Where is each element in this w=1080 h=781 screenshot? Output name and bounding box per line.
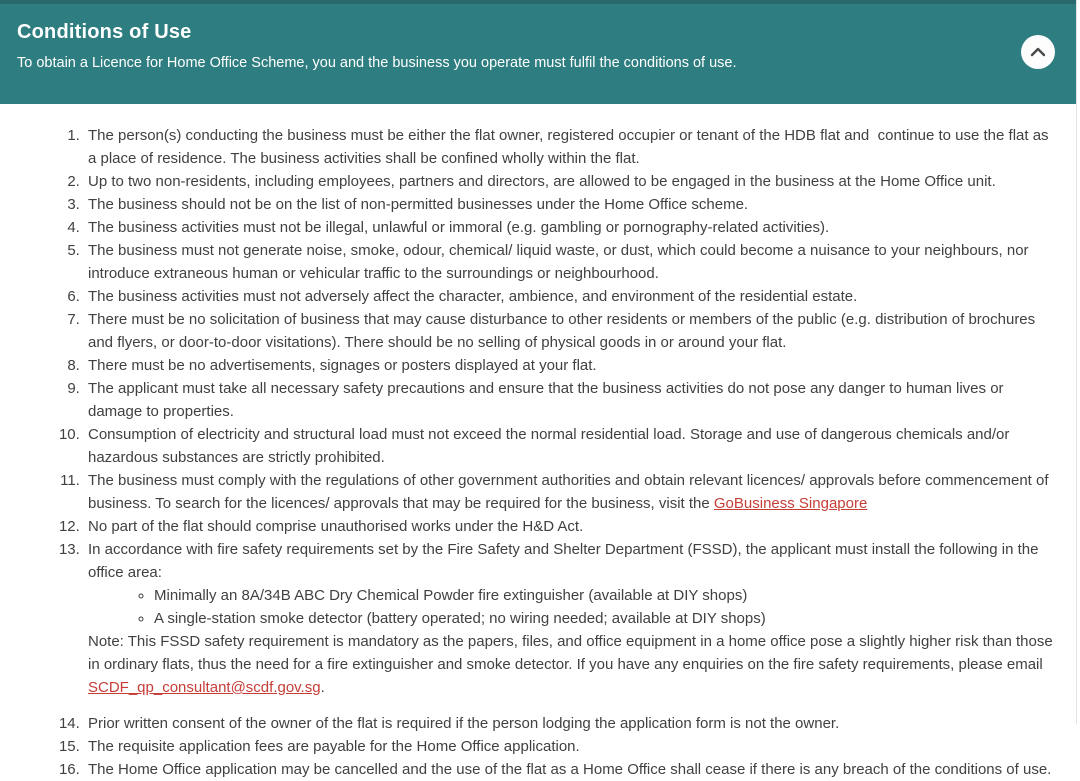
condition-item-9 — [84, 377, 1057, 423]
header-subtitle: To obtain a Licence for Home Office Scheme, you and the business you operate must fulfil the conditions of use. — [17, 55, 737, 71]
condition-item-13 — [84, 538, 1057, 699]
condition-text: No part of the flat should comprise unauthorised works under the H&D Act. — [88, 518, 584, 535]
condition-item-2 — [84, 170, 1057, 193]
fire-safety-sub-list — [88, 584, 1057, 630]
condition-item-12 — [84, 515, 1057, 538]
condition-text: The business must not generate noise, smoke, odour, chemical/ liquid waste, or dust, which could become a nuisance to your neighbours, nor introduce extraneous human or vehicular traffic to the surroundings or neighbourhood. — [88, 242, 1033, 282]
page-title: Conditions of Use — [17, 21, 192, 43]
condition-text: The business should not be on the list of non-permitted businesses under the Home Office scheme. — [88, 196, 749, 213]
conditions-content — [0, 104, 1080, 781]
condition-text: The Home Office application may be cancelled and the use of the flat as a Home Office shall cease if there is any breach of the conditions of use. — [88, 761, 1052, 778]
scdf-email-link[interactable]: SCDF_qp_consultant@scdf.gov.sg — [88, 679, 321, 696]
conditions-of-use-header — [0, 0, 1080, 104]
condition-text: The requisite application fees are payable for the Home Office application. — [88, 738, 580, 755]
condition-item-8 — [84, 354, 1057, 377]
condition-item-7 — [84, 308, 1057, 354]
gobusiness-singapore-link[interactable]: GoBusiness Singapore — [713, 495, 868, 512]
condition-item-16 — [84, 758, 1057, 781]
condition-item-15 — [84, 735, 1057, 758]
conditions-list — [60, 124, 1057, 781]
condition-text: The applicant must take all necessary safety precautions and ensure that the business activities do not pose any danger to human lives or damage to properties. — [88, 380, 1008, 420]
condition-text: Prior written consent of the owner of the flat is required if the person lodging the application form is not the owner. — [88, 715, 840, 732]
condition-item-11 — [84, 469, 1057, 515]
condition-text: The business activities must not be illegal, unlawful or immoral (e.g. gambling or pornography-related activities). — [88, 219, 830, 236]
sub-item-text: A single-station smoke detector (battery operated; no wiring needed; available at DIY shops) — [154, 610, 766, 627]
condition-text: There must be no advertisements, signages or posters displayed at your flat. — [88, 357, 597, 374]
condition-text: The business must comply with the regulations of other government authorities and obtain relevant licences/ approvals before commencement of business. To search for the licences/ approvals that may be required for the business, visit the — [88, 472, 1053, 512]
condition-text: In accordance with fire safety requirements set by the Fire Safety and Shelter Department (FSSD), the applicant must install the following in the office area: — [88, 541, 1043, 581]
condition-item-10 — [84, 423, 1057, 469]
note-text-after: . — [320, 679, 325, 696]
note-text: Note: This FSSD safety requirement is mandatory as the papers, files, and office equipment in a home office pose a slightly higher risk than those in ordinary flats, thus the need for a fire extinguisher and smoke detector. If you have any enquiries on the fire safety requirements, please email — [88, 633, 1057, 673]
condition-text: There must be no solicitation of business that may cause disturbance to other residents or members of the public (e.g. distribution of brochures and flyers, or door-to-door visitations). There should be no selling of physical goods in or around your flat. — [88, 311, 1040, 351]
condition-item-4 — [84, 216, 1057, 239]
right-edge-divider — [1076, 0, 1080, 724]
condition-text: Consumption of electricity and structural load must not exceed the normal residential load. Storage and use of dangerous chemicals and/or hazardous substances are strictly prohibited. — [88, 426, 1014, 466]
condition-item-1 — [84, 124, 1057, 170]
sub-list-item — [154, 584, 1057, 607]
condition-text: The person(s) conducting the business must be either the flat owner, registered occupier or tenant of the HDB flat and continue to use the flat as a place of residence. The business activities shall be confined wholly within the flat. — [88, 127, 1053, 167]
sub-item-text: Minimally an 8A/34B ABC Dry Chemical Powder fire extinguisher (available at DIY shops) — [154, 587, 748, 604]
sub-list-item — [154, 607, 1057, 630]
condition-text: The business activities must not adversely affect the character, ambience, and environment of the residential estate. — [88, 288, 858, 305]
collapse-section-button[interactable] — [1021, 35, 1055, 69]
condition-item-5 — [84, 239, 1057, 285]
fssd-note — [88, 630, 1057, 699]
condition-text: Up to two non-residents, including employees, partners and directors, are allowed to be engaged in the business at the Home Office unit. — [88, 173, 996, 190]
condition-item-6 — [84, 285, 1057, 308]
chevron-up-icon — [1030, 47, 1046, 57]
condition-item-3 — [84, 193, 1057, 216]
